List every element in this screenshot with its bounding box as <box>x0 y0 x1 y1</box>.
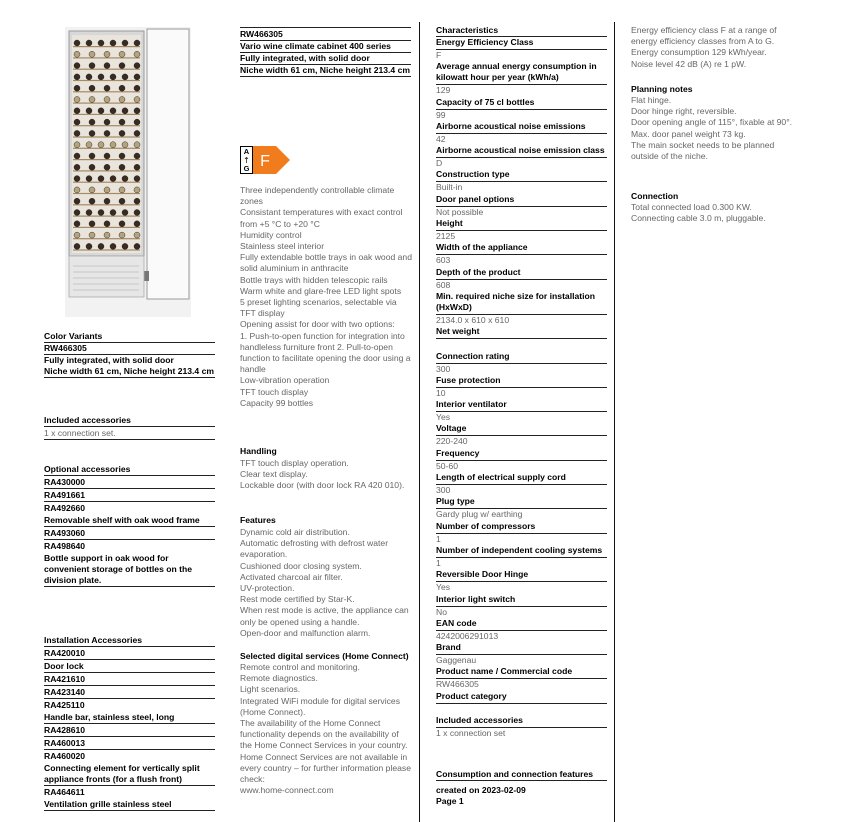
spec-row <box>436 375 607 399</box>
shelf <box>73 182 140 183</box>
spec-label: Included accessories <box>436 715 607 728</box>
spec-row <box>436 521 607 545</box>
optional-item: RA493060 <box>44 528 215 540</box>
spec-label: Width of the appliance <box>436 242 607 255</box>
bottle <box>134 85 140 91</box>
bottle <box>104 119 110 125</box>
bottle <box>74 187 80 193</box>
bottle <box>74 164 80 170</box>
energy-scale-arrow-icon: ↑ <box>243 156 250 165</box>
bottle <box>98 210 104 216</box>
spec-value: Gardy plug w/ earthing <box>436 509 523 520</box>
spec-value: Not possible <box>436 206 484 217</box>
bottle <box>74 198 80 204</box>
product-image <box>65 27 191 317</box>
bottle <box>104 97 110 103</box>
optional-item: RA498640 <box>44 541 86 551</box>
bottle <box>86 108 92 114</box>
spec-label: Airborne acoustical noise emission class <box>436 145 607 158</box>
spec-label: Interior light switch <box>436 594 607 607</box>
bottle <box>119 221 125 227</box>
spec-row <box>436 37 607 61</box>
energy-scale-top: A <box>243 147 250 156</box>
bottle <box>74 232 80 238</box>
bottle <box>122 142 128 148</box>
bottle <box>110 74 116 80</box>
bottle <box>104 63 110 69</box>
spec-value: 300 <box>436 485 451 496</box>
installation-item: RA460013 <box>44 738 215 750</box>
spec-label: Depth of the product <box>436 267 607 280</box>
spec-value <box>436 704 607 715</box>
spec-value: 603 <box>436 255 451 266</box>
bottle <box>74 40 80 46</box>
shelf <box>73 125 140 126</box>
bottle <box>134 119 140 125</box>
features-text: Dynamic cold air distribution. Automatic defrosting with defrost water evaporation. Cushioned door closing system. Activated charcoal air filter. UV-protection. Rest mode certified by Star-K. When rest mode is active, the appliance can only be opened using a handle. Open-door and malfunction alarm. <box>240 527 409 638</box>
spec-row <box>436 326 607 350</box>
shelf <box>73 238 140 239</box>
spec-label: Voltage <box>436 423 607 436</box>
bottle <box>86 40 92 46</box>
bottle <box>119 119 125 125</box>
bottle <box>89 85 95 91</box>
bottle <box>134 153 140 159</box>
bottle <box>86 243 92 249</box>
spec-label: EAN code <box>436 618 607 631</box>
planning-text: Flat hinge. Door hinge right, reversible. Door opening angle of 115°, fixable at 90°. Max. door panel weight 73 kg. The main socket needs to be planned outside of the niche. <box>631 95 793 162</box>
spec-label: Interior ventilator <box>436 399 607 412</box>
spec-value: 99 <box>436 109 446 120</box>
bottle <box>89 198 95 204</box>
bottle <box>134 243 140 249</box>
bottle <box>86 210 92 216</box>
bottle <box>98 142 104 148</box>
bottle <box>110 176 116 182</box>
characteristics <box>436 25 607 739</box>
spec-value: No <box>436 606 447 617</box>
column-divider <box>614 22 615 822</box>
spec-label: Frequency <box>436 448 607 461</box>
bottle <box>134 51 140 57</box>
spec-label: Construction type <box>436 169 607 182</box>
bottle <box>134 63 140 69</box>
installation-item: RA425110 <box>44 700 85 710</box>
characteristics-title: Characteristics <box>436 25 607 37</box>
created-date: created on 2023-02-09 <box>436 785 526 795</box>
bottle <box>86 142 92 148</box>
spec-value: RW466305 <box>436 679 479 690</box>
spec-value: 1 <box>436 533 441 544</box>
spec-label: Connection rating <box>436 351 607 364</box>
column-divider <box>419 22 420 822</box>
bottle <box>122 176 128 182</box>
spec-label: Plug type <box>436 496 607 509</box>
spec-row <box>436 594 607 618</box>
spec-row <box>436 569 607 593</box>
bottle <box>86 176 92 182</box>
spec-value: 220-240 <box>436 436 468 447</box>
product-type: Fully integrated, with solid door <box>240 53 411 65</box>
optional-item: Bottle support in oak wood for convenient storage of bottles on the division plate. <box>44 553 215 587</box>
bottle <box>89 130 95 136</box>
bottle <box>134 97 140 103</box>
spec-row <box>436 121 607 145</box>
bottle <box>134 187 140 193</box>
bottle <box>122 108 128 114</box>
spec-row <box>436 496 607 520</box>
spec-label: Fuse protection <box>436 375 607 388</box>
handling-title: Handling <box>240 446 277 456</box>
bottle <box>119 232 125 238</box>
installation-item: Connecting element for vertically split appliance fronts (for a flush front) <box>44 763 215 786</box>
bottle <box>104 198 110 204</box>
bottle <box>110 40 116 46</box>
bottle <box>134 74 140 80</box>
spec-value: 4242006291013 <box>436 630 499 641</box>
optional-item: RA430000 <box>44 477 215 489</box>
bottle <box>104 153 110 159</box>
bottle <box>104 164 110 170</box>
energy-label <box>240 146 292 179</box>
included-title: Included accessories <box>44 415 215 427</box>
spec-label: Net weight <box>436 326 607 339</box>
bottle <box>110 142 116 148</box>
bottle <box>98 176 104 182</box>
shelf <box>73 136 140 137</box>
spec-value: D <box>436 158 443 169</box>
bottle <box>74 74 80 80</box>
spec-label: Capacity of 75 cl bottles <box>436 97 607 110</box>
bottle <box>134 142 140 148</box>
spec-row <box>436 423 607 447</box>
bottle <box>122 74 128 80</box>
spec-value: 129 <box>436 85 451 96</box>
optional-title: Optional accessories <box>44 464 215 476</box>
bottle <box>122 40 128 46</box>
bottle <box>134 232 140 238</box>
bottle <box>119 153 125 159</box>
optional-item: Removable shelf with oak wood frame <box>44 515 215 527</box>
spec-row <box>436 242 607 266</box>
spec-label: Airborne acoustical noise emissions <box>436 121 607 134</box>
shelf <box>73 91 140 92</box>
features-intro: Three independently controllable climate zones Consistant temperatures with exact control from +5 °C to +20 °C Humidity control Stainless steel interior Fully extendable bottle trays in oak wood and solid aluminium in anthracite Bottle trays with hidden telescopic rails Warm white and glare-free LED light spots 5 preset lighting scenarios, selectable via TFT display Opening assist for door with two options: 1. Push-to-open function for integration into handleless furniture front 2. Pull-to-open function to facilitate opening the door using a handle Low-vibration operation TFT touch display Capacity 99 bottles <box>240 185 412 408</box>
bottle <box>74 142 80 148</box>
installation-item: Handle bar, stainless steel, long <box>44 712 215 724</box>
bottle <box>89 232 95 238</box>
bottle <box>134 40 140 46</box>
energy-class-arrow <box>253 146 290 174</box>
shelf <box>73 216 140 217</box>
planning-title: Planning notes <box>631 84 693 94</box>
spec-value: 608 <box>436 279 451 290</box>
shelf <box>73 103 140 104</box>
bottle <box>110 210 116 216</box>
installation-item: RA428610 <box>44 725 215 737</box>
spec-row <box>436 545 607 569</box>
bottle <box>104 221 110 227</box>
bottle <box>98 74 104 80</box>
color-variants-title: Color Variants <box>44 331 215 343</box>
product-niche: Niche width 61 cm, Niche height 213.4 cm <box>240 65 411 75</box>
shelf <box>73 148 140 149</box>
bottle <box>74 176 80 182</box>
bottle <box>74 243 80 249</box>
shelf <box>73 80 140 81</box>
spec-row <box>436 691 607 715</box>
installation-item: RA464611 <box>44 787 85 797</box>
installation-item: Door lock <box>44 661 215 673</box>
product-code: RW466305 <box>240 28 411 41</box>
spec-row <box>436 715 607 739</box>
spec-value: 50-60 <box>436 460 458 471</box>
bottle <box>89 119 95 125</box>
bottle <box>122 210 128 216</box>
spec-value: Yes <box>436 412 451 423</box>
installation-item: RA421610 <box>44 674 215 686</box>
bottle <box>74 85 80 91</box>
optional-item: RA491661 <box>44 490 215 502</box>
spec-row <box>436 97 607 121</box>
spec-value: Yes <box>436 582 451 593</box>
energy-scale-bottom: G <box>243 164 250 173</box>
bottle <box>119 63 125 69</box>
bottle <box>104 232 110 238</box>
bottle <box>89 63 95 69</box>
digital-text: Remote control and monitoring. Remote diagnostics. Light scenarios. Integrated WiFi module for digital services (Home Connect). The availability of the Home Connect functionality depends on the availability of the Home Connect Services in your country. Home Connect Services are not available in every country – for further information please check: www.home-connect.com <box>240 662 412 796</box>
spec-row <box>436 61 607 96</box>
spec-label: Length of electrical supply cord <box>436 472 607 485</box>
spec-value: 2134.0 x 610 x 610 <box>436 314 510 325</box>
connection-title: Connection <box>631 191 679 201</box>
energy-class: F <box>260 153 270 170</box>
bottle <box>74 63 80 69</box>
bottle <box>98 40 104 46</box>
installation-item: Ventilation grille stainless steel <box>44 799 215 811</box>
optional-item: RA492660 <box>44 503 86 513</box>
spec-row <box>436 169 607 193</box>
shelf <box>73 69 140 70</box>
features-title: Features <box>240 515 276 525</box>
bottle <box>74 210 80 216</box>
shelf <box>73 170 140 171</box>
spec-label: Energy Efficiency Class <box>436 37 607 50</box>
spec-row <box>436 291 607 326</box>
installation-item: RA420010 <box>44 648 215 660</box>
bottle <box>119 130 125 136</box>
bottle <box>89 187 95 193</box>
spec-value: Built-in <box>436 182 463 193</box>
spec-value: 2125 <box>436 231 456 242</box>
handling-text: TFT touch display operation. Clear text display. Lockable door (with door lock RA 420 010). <box>240 458 405 491</box>
bottle <box>89 164 95 170</box>
spec-value: 1 x connection set <box>436 728 506 739</box>
bottle <box>74 108 80 114</box>
bottle <box>89 153 95 159</box>
energy-text: Energy efficiency class F at a range of energy efficiency classes from A to G. Energy consumption 129 kWh/year. Noise level 42 dB (A) re 1 pW. <box>631 25 777 69</box>
bottle <box>89 51 95 57</box>
spec-value: 1 <box>436 557 441 568</box>
bottle <box>134 108 140 114</box>
spec-value <box>436 339 607 350</box>
bottle <box>74 119 80 125</box>
installation-title: Installation Accessories <box>44 635 215 647</box>
bottle <box>110 243 116 249</box>
bottle <box>104 130 110 136</box>
included-item: 1 x connection set. <box>44 427 215 440</box>
spec-row <box>436 666 607 690</box>
bottle <box>119 164 125 170</box>
shelf <box>73 114 140 115</box>
shelf <box>73 249 140 250</box>
bottle <box>89 97 95 103</box>
shelf <box>73 227 140 228</box>
connection-text: Total connected load 0.300 KW. Connecting cable 3.0 m, pluggable. <box>631 202 766 224</box>
color-variant-code: RW466305 <box>44 343 215 355</box>
bottle <box>134 210 140 216</box>
shelf <box>73 193 140 194</box>
shelf <box>73 57 140 58</box>
bottle <box>134 221 140 227</box>
spec-label: Number of compressors <box>436 521 607 534</box>
bottle <box>89 221 95 227</box>
installation-item: RA423140 <box>44 687 215 699</box>
color-variant-niche: Niche width 61 cm, Niche height 213.4 cm <box>44 366 215 376</box>
installation-item: RA460020 <box>44 751 86 761</box>
spec-value: Gaggenau <box>436 655 477 666</box>
spec-row <box>436 472 607 496</box>
spec-label: Number of independent cooling systems <box>436 545 607 558</box>
bottle <box>119 85 125 91</box>
color-variant-type: Fully integrated, with solid door <box>44 355 174 365</box>
bottle <box>104 187 110 193</box>
bottle <box>119 51 125 57</box>
bottle <box>104 85 110 91</box>
page-number: Page 1 <box>436 796 464 806</box>
bottle <box>74 97 80 103</box>
bottle <box>134 198 140 204</box>
spec-label: Average annual energy consumption in kilowatt hour per year (kWh/a) <box>436 61 607 85</box>
spec-label: Reversible Door Hinge <box>436 569 607 582</box>
product-name: Vario wine climate cabinet 400 series <box>240 41 411 53</box>
spec-row <box>436 399 607 423</box>
consumption-title: Consumption and connection features <box>436 769 607 781</box>
bottle <box>98 243 104 249</box>
spec-label: Product name / Commercial code <box>436 666 607 679</box>
spec-row <box>436 642 607 666</box>
bottle <box>86 74 92 80</box>
bottle <box>74 221 80 227</box>
bottle <box>104 51 110 57</box>
bottle <box>134 164 140 170</box>
spec-row <box>436 267 607 291</box>
shelf <box>73 204 140 205</box>
shelf <box>73 159 140 160</box>
shelf <box>73 46 140 47</box>
spec-row <box>436 194 607 218</box>
spec-label: Door panel options <box>436 194 607 207</box>
bottle <box>134 130 140 136</box>
spec-value: 42 <box>436 133 446 144</box>
spec-label: Product category <box>436 691 607 704</box>
bottle <box>98 108 104 114</box>
spec-row <box>436 618 607 642</box>
bottle <box>74 51 80 57</box>
spec-label: Height <box>436 218 607 231</box>
spec-label: Brand <box>436 642 607 655</box>
bottle <box>74 130 80 136</box>
bottle <box>119 198 125 204</box>
bottle <box>134 176 140 182</box>
bottle <box>119 97 125 103</box>
bottle <box>74 153 80 159</box>
spec-value: 10 <box>436 387 446 398</box>
spec-row <box>436 448 607 472</box>
spec-row <box>436 351 607 375</box>
bottle <box>110 108 116 114</box>
spec-value: 300 <box>436 363 451 374</box>
spec-row <box>436 218 607 242</box>
bottle <box>122 243 128 249</box>
spec-value: F <box>436 50 442 60</box>
spec-label: Min. required niche size for installation (HxWxD) <box>436 291 607 315</box>
bottle <box>119 187 125 193</box>
spec-row <box>436 145 607 169</box>
digital-title: Selected digital services (Home Connect) <box>240 651 409 661</box>
